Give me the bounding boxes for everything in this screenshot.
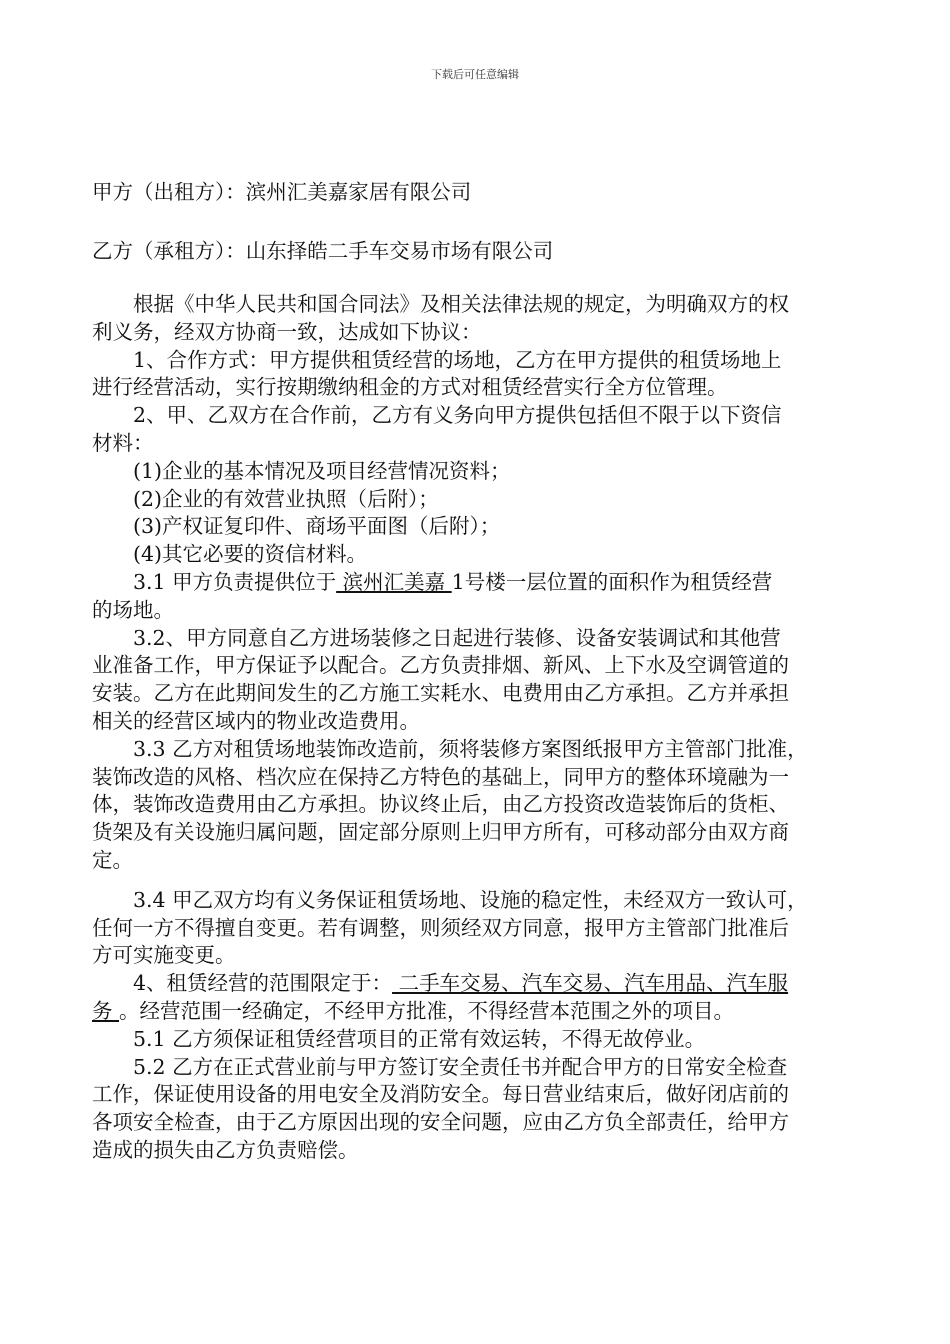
clause-4-prefix: 4、租赁经营的范围限定于： <box>133 971 393 996</box>
clause-1-line-1: 1、合作方式：甲方提供租赁经营的场地，乙方在甲方提供的租赁场地上 <box>133 347 782 372</box>
clause-3-1-prefix: 3.1 甲方负责提供位于 <box>133 569 337 594</box>
clause-3-4-line-3: 方可实施变更。 <box>92 943 236 968</box>
intro-line-1: 根据《中华人民共和国合同法》及相关法律法规的规定，为明确双方的权 <box>133 292 789 316</box>
party-a-line: 甲方（出租方）：滨州汇美嘉家居有限公司 <box>92 180 472 204</box>
material-item-4: (4)其它必要的资信材料。 <box>133 542 368 567</box>
clause-3-2-line-2: 业准备工作，甲方保证予以配合。乙方负责排烟、新风、上下水及空调管道的 <box>92 653 789 678</box>
intro-line-2: 利义务，经双方协商一致，达成如下协议： <box>92 319 482 344</box>
clause-4-suffix: 。经营范围一经确定，不经甲方批准，不得经营本范围之外的项目。 <box>119 998 735 1023</box>
clause-5-1-line: 5.1 乙方须保证租赁经营项目的正常有效运转，不得无故停业。 <box>133 1026 706 1051</box>
clause-3-1-location-blank: 滨州汇美嘉 <box>336 569 452 594</box>
material-item-3: (3)产权证复印件、商场平面图（后附）； <box>133 514 501 539</box>
clause-3-2-line-1: 3.2、甲方同意自乙方进场装修之日起进行装修、设备安装调试和其他营 <box>133 625 781 650</box>
clause-5-2-line-1: 5.2 乙方在正式营业前与甲方签订安全责任书并配合甲方的日常安全检查 <box>133 1054 788 1079</box>
clause-3-1-suffix: 1号楼一层位置的面积作为租赁经营 <box>451 569 773 594</box>
material-item-1: (1)企业的基本情况及项目经营情况资料； <box>133 458 511 483</box>
clause-3-4-line-2: 任何一方不得擅自变更。若有调整，则须经双方同意，报甲方主管部门批准后 <box>92 915 789 940</box>
clause-3-3-line-4: 货架及有关设施归属问题，固定部分原则上归甲方所有，可移动部分由双方商 <box>92 820 789 845</box>
clause-4-scope-blank: 二手车交易、汽车交易、汽车用品、汽车服 <box>392 971 789 996</box>
clause-4-line-2 <box>92 998 862 1026</box>
clause-2-line-1: 2、甲、乙双方在合作前，乙方有义务向甲方提供包括但不限于以下资信 <box>133 403 782 428</box>
clause-3-2-line-4: 相关的经营区域内的物业改造费用。 <box>92 708 420 733</box>
party-b-line: 乙方（承租方）：山东择皓二手车交易市场有限公司 <box>92 239 554 263</box>
clause-3-2-line-3: 安装。乙方在此期间发生的乙方施工实耗水、电费用由乙方承担。乙方并承担 <box>92 681 789 706</box>
clause-3-3-line-1: 3.3 乙方对租赁场地装饰改造前，须将装修方案图纸报甲方主管部门批准， <box>133 736 808 761</box>
clause-2-line-2: 材料： <box>92 430 154 455</box>
clause-5-2-line-3: 各项安全检查，由于乙方原因出现的安全问题，应由乙方负全部责任，给甲方 <box>92 1110 789 1135</box>
clause-5-2-line-4: 造成的损失由乙方负责赔偿。 <box>92 1137 359 1162</box>
clause-4-line-1 <box>92 970 862 998</box>
clause-3-3-line-3: 体，装饰改造费用由乙方承担。协议终止后，由乙方投资改造装饰后的货柜、 <box>92 792 789 817</box>
clause-3-3-line-5: 定。 <box>92 847 133 872</box>
page-header-note: 下载后可任意编辑 <box>431 68 519 81</box>
clause-3-3-line-2: 装饰改造的风格、档次应在保持乙方特色的基础上，同甲方的整体环境融为一 <box>92 764 789 789</box>
clause-5-2-line-2: 工作，保证使用设备的用电安全及消防安全。每日营业结束后，做好闭店前的 <box>92 1082 789 1107</box>
clause-4-scope-blank-cont: 务 <box>92 998 120 1023</box>
material-item-2: (2)企业的有效营业执照（后附）； <box>133 486 439 511</box>
paragraph-gap <box>92 875 862 887</box>
contract-body <box>92 291 862 1165</box>
clause-3-1-line-2: 的场地。 <box>92 597 174 622</box>
clause-1-line-2: 进行经营活动，实行按期缴纳租金的方式对租赁经营实行全方位管理。 <box>92 375 728 400</box>
clause-3-4-line-1: 3.4 甲乙双方均有义务保证租赁场地、设施的稳定性，未经双方一致认可， <box>133 887 808 912</box>
clause-3-1-line-1 <box>92 569 862 597</box>
